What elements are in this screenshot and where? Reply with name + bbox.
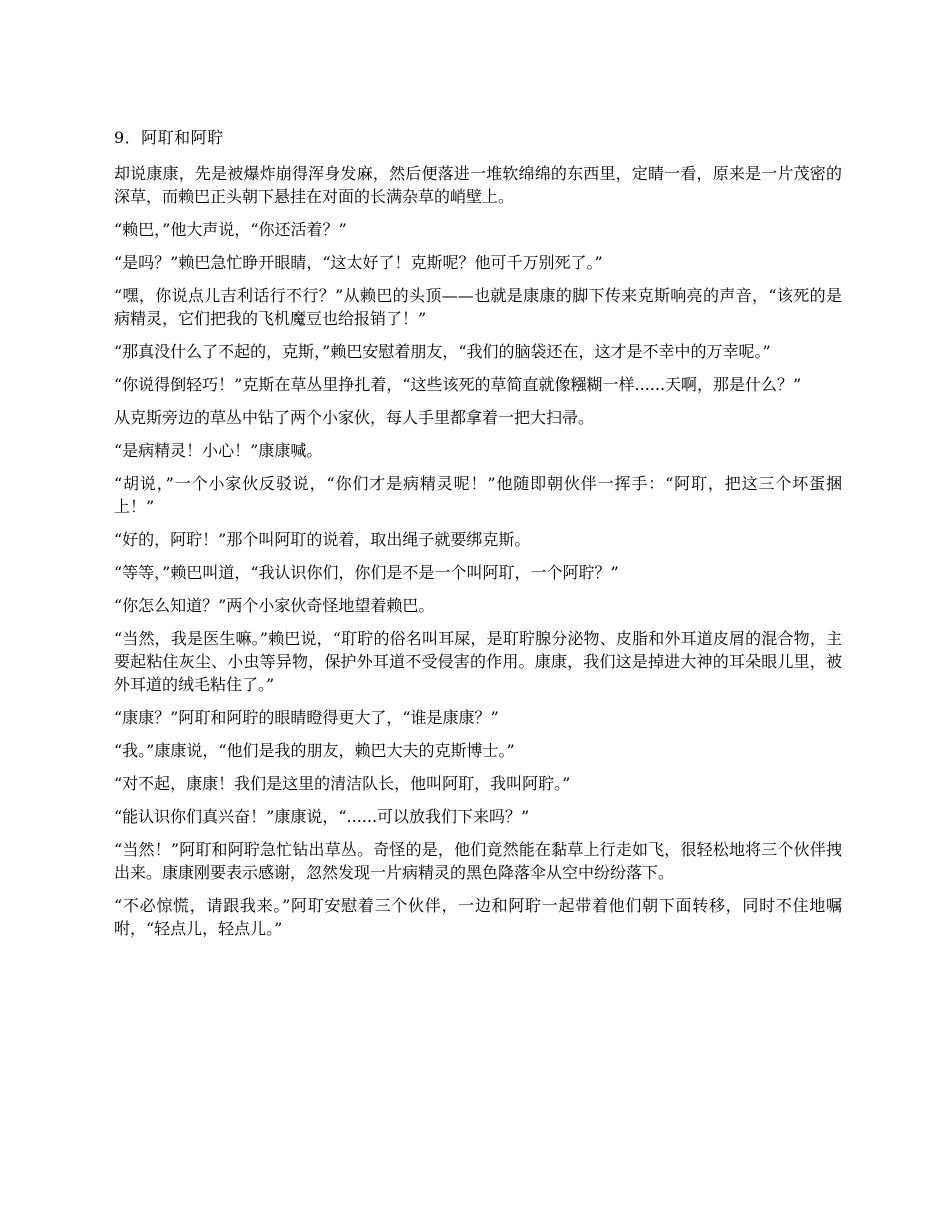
paragraph: “对不起，康康！我们是这里的清洁队长，他叫阿耵，我叫阿聍。”	[114, 774, 571, 793]
document-page	[114, 126, 842, 950]
paragraph: 却说康康，先是被爆炸崩得浑身发麻，然后便落进一堆软绵绵的东西里，定睛一看，原来是一片茂密的深草，而赖巴正头朝下悬挂在对面的长满杂草的峭壁上。	[114, 164, 842, 206]
paragraph: “当然，我是医生嘛。”赖巴说，“耵聍的俗名叫耳屎，是耵聍腺分泌物、皮脂和外耳道皮屑的混合物，主要起粘住灰尘、小虫等异物，保护外耳道不受侵害的作用。康康，我们这是掉进大神的耳朵眼儿里，被外耳道的绒毛粘住了。”	[114, 629, 842, 694]
paragraph: “好的，阿聍！”那个叫阿耵的说着，取出绳子就要绑克斯。	[114, 530, 531, 549]
paragraph: “我。”康康说，“他们是我的朋友，赖巴大夫的克斯博士。”	[114, 741, 515, 760]
paragraph: “是病精灵！小心！”康康喊。	[114, 441, 323, 460]
paragraph: “你怎么知道？”两个小家伙奇怪地望着赖巴。	[114, 596, 435, 615]
paragraph: “你说得倒轻巧！”克斯在草丛里挣扎着，“这些该死的草简直就像糨糊一样......天啊，那是什么？”	[114, 375, 802, 394]
paragraph: “嘿，你说点儿吉利话行不行？”从赖巴的头顶——也就是康康的脚下传来克斯响亮的声音，“该死的是病精灵，它们把我的飞机魔豆也给报销了！”	[114, 286, 842, 328]
paragraph: “那真没什么了不起的，克斯，”赖巴安慰着朋友，“我们的脑袋还在，这才是不幸中的万幸呢。”	[114, 342, 771, 361]
paragraph: “等等，”赖巴叫道，“我认识你们，你们是不是一个叫阿耵，一个阿聍？”	[114, 563, 619, 582]
paragraph: “康康？”阿耵和阿聍的眼睛瞪得更大了，“谁是康康？”	[114, 708, 499, 727]
chapter-heading: 9．阿耵和阿聍	[114, 128, 224, 147]
paragraph: 从克斯旁边的草丛中钻了两个小家伙，每人手里都拿着一把大扫帚。	[114, 408, 595, 427]
paragraph: “是吗？”赖巴急忙睁开眼睛，“这太好了！克斯呢？他可千万别死了。”	[114, 253, 603, 272]
paragraph: “能认识你们真兴奋！”康康说，“......可以放我们下来吗？”	[114, 807, 530, 826]
paragraph: “当然！”阿耵和阿聍急忙钻出草丛。奇怪的是，他们竟然能在黏草上行走如飞，很轻松地将三个伙伴拽出来。康康刚要表示感谢，忽然发现一片病精灵的黑色降落伞从空中纷纷落下。	[114, 840, 842, 882]
paragraph: “不必惊慌，请跟我来。”阿耵安慰着三个伙伴，一边和阿聍一起带着他们朝下面转移，同时不住地嘱咐，“轻点儿，轻点儿。”	[114, 896, 842, 938]
paragraph: “赖巴，”他大声说，“你还活着？”	[114, 220, 347, 239]
paragraph: “胡说，”一个小家伙反驳说，“你们才是病精灵呢！”他随即朝伙伴一挥手：“阿耵，把这三个坏蛋捆上！”	[114, 474, 842, 516]
